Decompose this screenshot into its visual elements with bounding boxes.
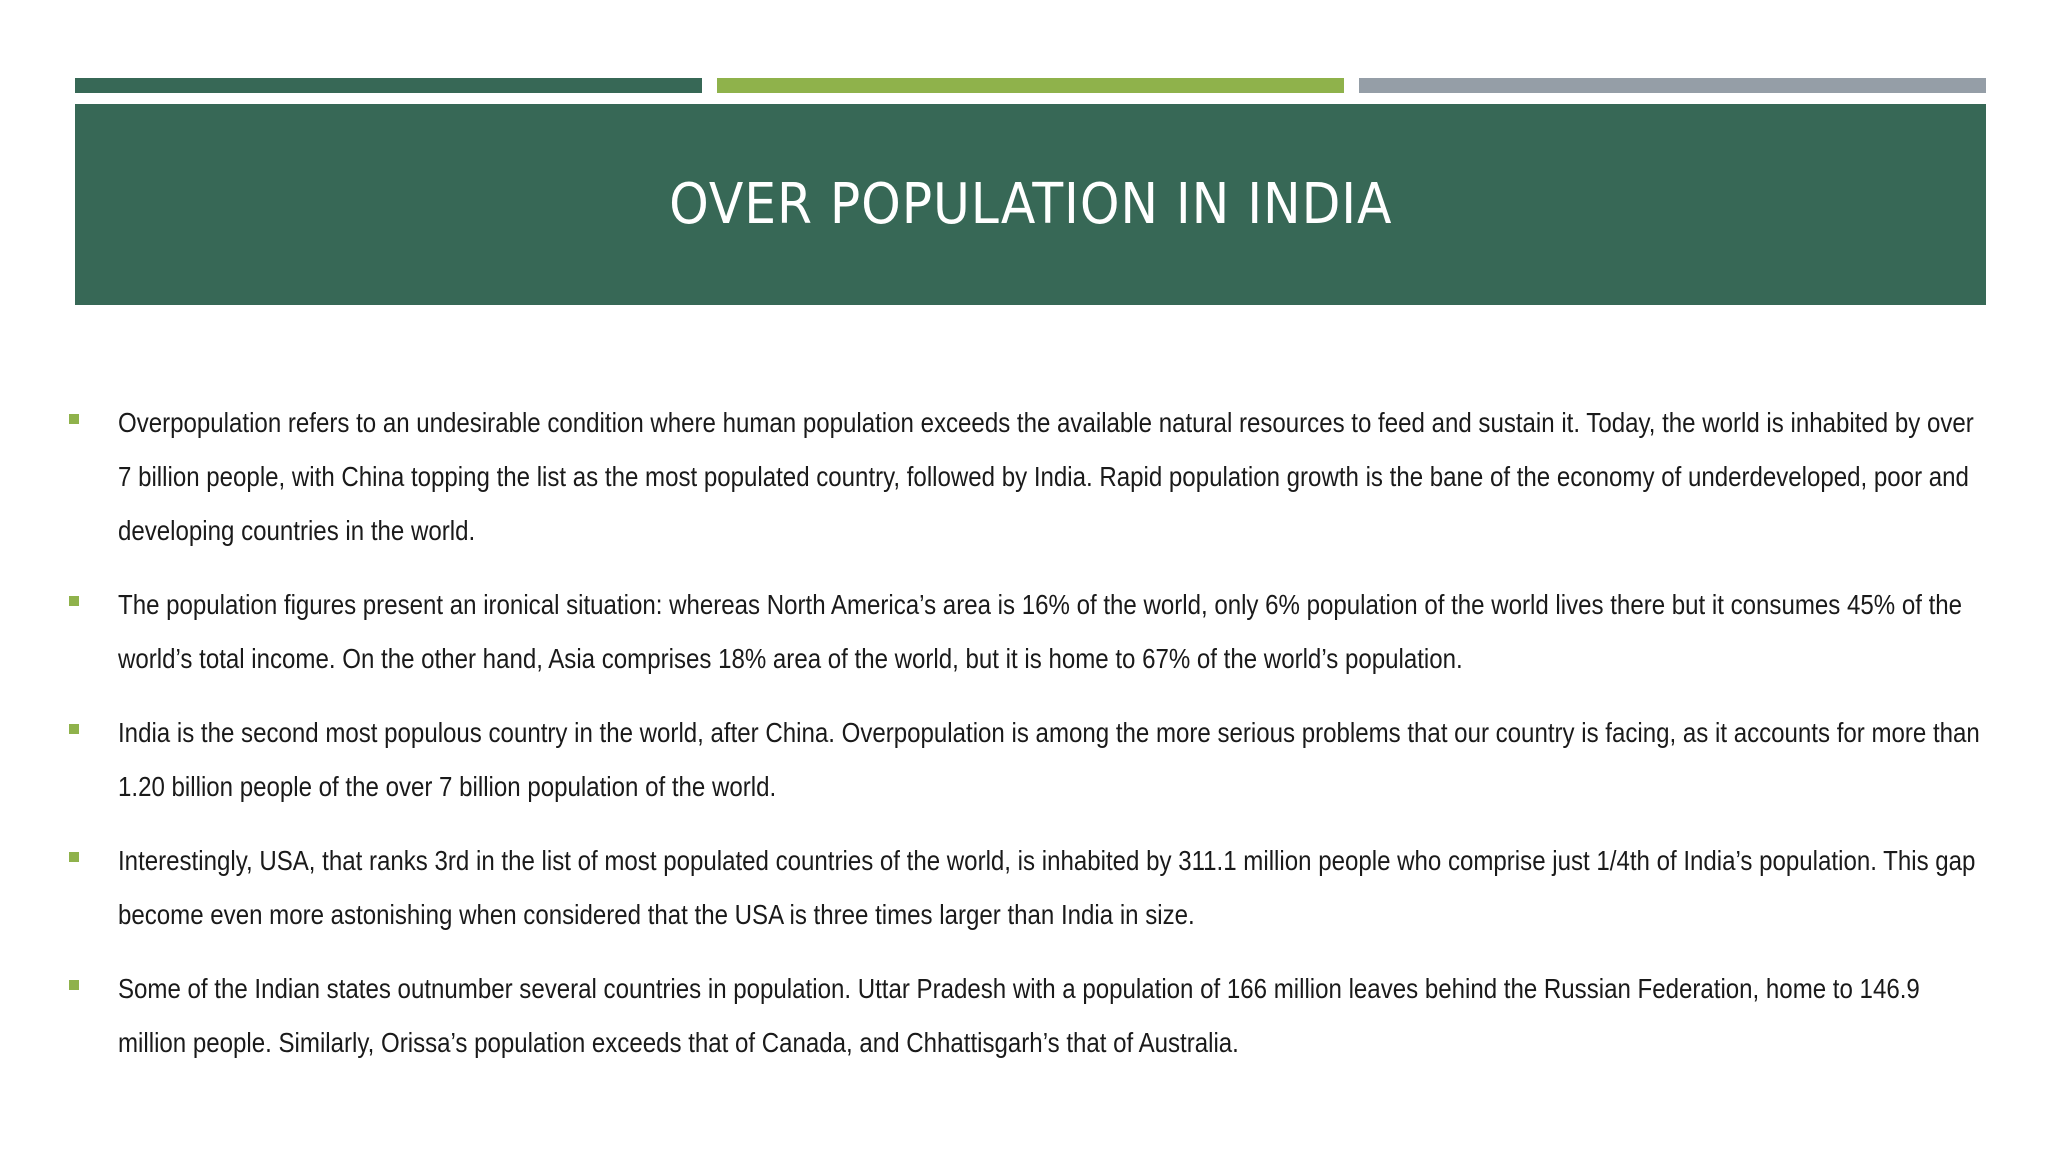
bullet-list — [68, 396, 1988, 1090]
bullet-text: Overpopulation refers to an undesirable condition where human population exceeds the available natural resources to feed and sustain it. Today, the world is inhabited by over 7 billion people, with China topping the list as the most populated country, followed by India. Rapid population growth is the bane of the economy of underdeveloped, poor and developing countries in the world. — [118, 407, 1974, 546]
bullet-text: India is the second most populous country in the world, after China. Overpopulation is among the more serious problems that our country is facing, as it accounts for more than 1.20 billion people of the over 7 billion population of the world. — [118, 717, 1980, 802]
bullet-text: The population figures present an ironical situation: whereas North America’s area is 16% of the world, only 6% population of the world lives there but it consumes 45% of the world’s total income. On the other hand, Asia comprises 18% area of the world, but it is home to 67% of the world’s population. — [118, 589, 1963, 674]
accent-bar-gray — [1359, 78, 1986, 93]
list-item — [68, 396, 1988, 558]
accent-bar-dark-green — [75, 78, 702, 93]
bullet-text: Interestingly, USA, that ranks 3rd in the list of most populated countries of the world, is inhabited by 311.1 million people who comprise just 1/4th of India’s population. This gap become even more astonishing when considered that the USA is three times larger than India in size. — [118, 845, 1976, 930]
square-bullet-icon — [69, 980, 79, 990]
square-bullet-icon — [69, 852, 79, 862]
list-item — [68, 962, 1988, 1070]
list-item — [68, 578, 1988, 686]
slide-title: OVER POPULATION IN INDIA — [668, 172, 1393, 237]
title-banner — [75, 104, 1986, 305]
square-bullet-icon — [69, 414, 79, 424]
square-bullet-icon — [69, 596, 79, 606]
accent-bar-lime-green — [717, 78, 1344, 93]
square-bullet-icon — [69, 724, 79, 734]
list-item — [68, 706, 1988, 814]
bullet-text: Some of the Indian states outnumber several countries in population. Uttar Pradesh with a population of 166 million leaves behind the Russian Federation, home to 146.9 million people. Similarly, Orissa’s population exceeds that of Canada, and Chhattisgarh’s that of Australia. — [118, 973, 1920, 1058]
list-item — [68, 834, 1988, 942]
